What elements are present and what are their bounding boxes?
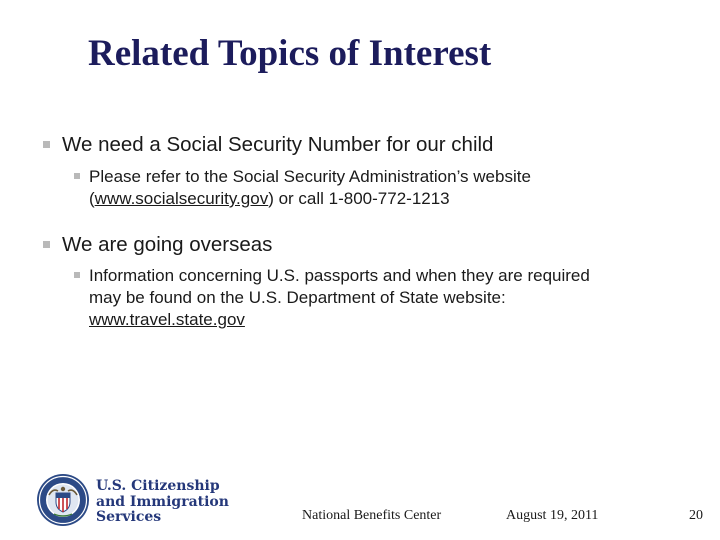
agency-name <box>96 479 229 526</box>
paren-open: ( <box>89 189 95 208</box>
slide-title: Related Topics of Interest <box>88 33 492 74</box>
bullet-list <box>40 132 700 331</box>
sub-bullet-passports-line1: Information concerning U.S. passports and when they are required <box>89 266 590 285</box>
phone-text: ) or call 1-800-772-1213 <box>268 189 450 208</box>
socialsecurity-link[interactable]: www.socialsecurity.gov <box>94 189 269 208</box>
bullet-overseas: We are going overseas <box>40 232 700 258</box>
sub-bullet-passports <box>71 265 700 331</box>
uscis-logo <box>36 473 236 527</box>
footer-date: August 19, 2011 <box>506 508 599 523</box>
sub-bullet-passports-line3 <box>89 309 700 331</box>
bullet-ssn: We need a Social Security Number for our child <box>40 132 700 158</box>
travel-state-link[interactable]: www.travel.state.gov <box>89 310 245 329</box>
footer-center-name: National Benefits Center <box>302 508 442 523</box>
sub-bullet-ssa-line2 <box>89 188 700 210</box>
agency-line3: Services <box>96 509 162 525</box>
sub-bullet-passports-line2: may be found on the U.S. Department of State website: <box>89 288 506 307</box>
agency-line1: U.S. Citizenship <box>96 478 220 494</box>
page-number: 20 <box>689 508 703 523</box>
sub-bullet-ssa-line1: Please refer to the Social Security Administration’s website <box>89 167 531 186</box>
dhs-seal-icon <box>36 473 90 527</box>
agency-line2: and Immigration <box>96 493 229 510</box>
sub-bullet-ssa <box>71 166 700 210</box>
